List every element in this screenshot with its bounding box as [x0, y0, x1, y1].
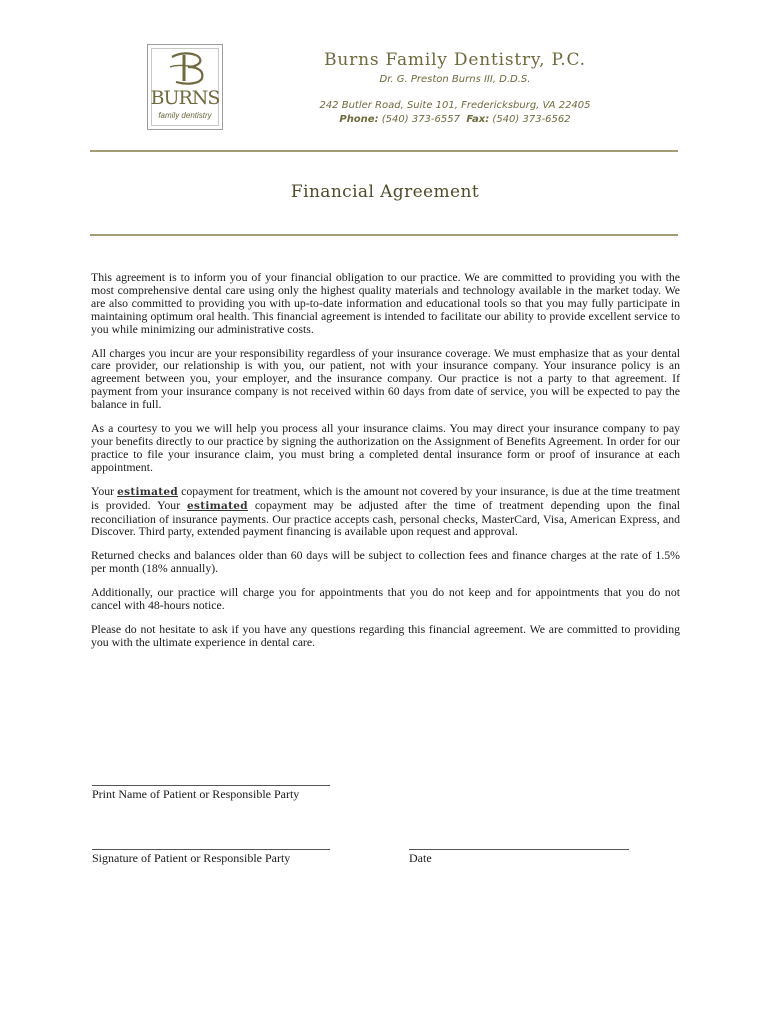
date-line[interactable]: [409, 849, 629, 850]
copayment-text-a: Your: [91, 483, 118, 498]
paragraph-missed-appointments: Additionally, our practice will charge you for appointments that you do not keep and for appointments that you do not cancel with 48-hours notice.: [91, 585, 680, 613]
logo-tagline: family dentistry: [158, 111, 212, 120]
logo-monogram-icon: [148, 51, 224, 85]
date-label: Date: [409, 851, 432, 865]
agreement-body: [91, 271, 680, 660]
phone-label: Phone:: [339, 114, 379, 125]
document-title: Financial Agreement: [290, 182, 480, 202]
logo-wordmark: BURNS: [150, 87, 220, 109]
paragraph-copayment: [91, 485, 680, 539]
paragraph-questions: Please do not hesitate to ask if you have any questions regarding this financial agreement. We are committed to providing you with the ultimate experience in dental care.: [91, 621, 680, 649]
copayment-text-b: copayment for treatment, which is the amount not covered by your insurance, is due at the time treatment is provided. Your: [91, 483, 681, 512]
letterhead: [270, 48, 640, 127]
fax-label: Fax:: [466, 114, 490, 125]
paragraph-insurance-claims: As a courtesy to you we will help you process all your insurance claims. You may direct your insurance company to pay your benefits directly to our practice by signing the authorization on the Assignment of Benefits Agreement. In order for our practice to file your insurance claim, you must bring a completed dental insurance form or proof of insurance at each appointment.: [91, 421, 680, 474]
contact-line: [270, 113, 640, 127]
copayment-text-c: copayment may be adjusted after the time of treatment depending upon the final reconciliation of insurance payments. Our practice accepts cash, personal checks, MasterCard, Visa, American Express, and Discover. Third party, extended payment financing is available upon request and approval.: [91, 497, 680, 539]
practice-address: 242 Butler Road, Suite 101, Fredericksburg, VA 22405: [319, 100, 591, 111]
paragraph-obligation: This agreement is to inform you of your financial obligation to our practice. We are committed to providing you with the most comprehensive dental care using only the highest quality materials and technology available in the market today. We are also committed to providing you with up-to-date information and educational tools so that you may fully participate in maintaining optimum oral health. This financial agreement is intended to facilitate our ability to provide excellent service to you while minimizing our administrative costs.: [91, 270, 680, 336]
fax-number: (540) 373-6562: [492, 114, 571, 125]
estimated-emphasis-2: estimated: [187, 499, 248, 512]
paragraph-returned-checks: Returned checks and balances older than 60 days will be subject to collection fees and finance charges at the rate of 1.5% per month (18% annually).: [91, 548, 680, 576]
phone-number: (540) 373-6557: [381, 114, 460, 125]
paragraph-responsibility: All charges you incur are your responsibility regardless of your insurance coverage. We must emphasize that as your dental care provider, our relationship is with you, our patient, not with your insurance company. Your insurance policy is an agreement between you, your employer, and the insurance company. Our practice is not a party to that agreement. If payment from your insurance company is not received within 60 days from date of service, you will be expected to pay the balance in full.: [91, 345, 680, 412]
practice-logo: [147, 44, 223, 130]
signature-line[interactable]: [92, 849, 330, 850]
signature-label: Signature of Patient or Responsible Party: [92, 851, 291, 865]
practice-name: Burns Family Dentistry, P.C.: [324, 50, 586, 70]
header-divider: [90, 150, 678, 152]
doctor-name: Dr. G. Preston Burns III, D.D.S.: [379, 74, 531, 85]
title-divider: [90, 234, 678, 236]
estimated-emphasis-1: estimated: [117, 485, 179, 498]
print-name-line[interactable]: [92, 785, 330, 786]
print-name-label: Print Name of Patient or Responsible Party: [92, 787, 300, 801]
